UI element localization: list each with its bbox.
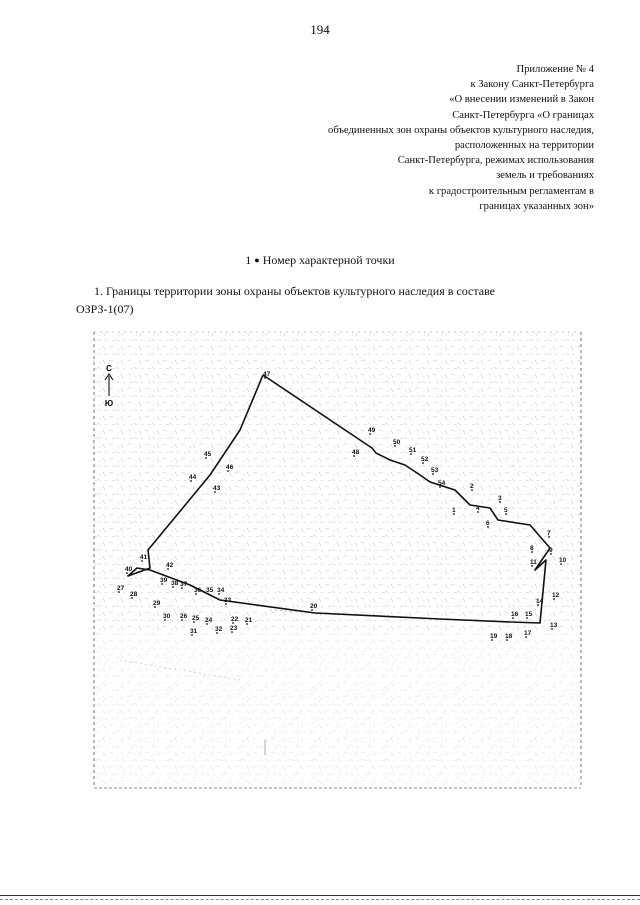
boundary-point-label: 9: [549, 547, 553, 554]
boundary-point-label: 33: [224, 597, 232, 604]
map-legend: [0, 253, 640, 268]
section-title-line: 1. Границы территории зоны охраны объектов культурного наследия в составе: [94, 284, 495, 298]
south-label: Ю: [104, 399, 114, 408]
boundary-point-label: 40: [125, 566, 133, 573]
boundary-point-label: 21: [245, 617, 253, 624]
boundary-point-label: 53: [431, 467, 439, 474]
appendix-line: к градостроительным регламентам в: [428, 185, 594, 197]
boundary-point-label: 2: [470, 483, 474, 490]
boundary-point-label: 17: [524, 630, 532, 637]
boundary-point-label: 1: [452, 507, 456, 514]
appendix-line: расположенных на территории: [454, 140, 594, 152]
boundary-point-label: 32: [215, 626, 223, 633]
boundary-point-label: 41: [140, 554, 148, 561]
boundary-point-label: 48: [352, 449, 360, 456]
boundary-point-label: 51: [409, 447, 417, 454]
appendix-line: Санкт-Петербурга «О границах: [452, 109, 594, 121]
boundary-point-label: 44: [189, 474, 197, 481]
boundary-point-label: 28: [130, 591, 138, 598]
appendix-line: границах указанных зон»: [479, 200, 594, 212]
boundary-point-label: 47: [263, 371, 271, 378]
appendix-line: Приложение № 4: [516, 64, 594, 75]
appendix-line: объединенных зон охраны объектов культурного наследия,: [328, 124, 594, 136]
section-heading: [76, 282, 576, 318]
boundary-point-label: 36: [194, 587, 202, 594]
boundary-point-label: 10: [559, 557, 567, 564]
boundary-point-label: 25: [192, 615, 200, 622]
boundary-point-label: 23: [230, 625, 238, 632]
boundary-point-label: 31: [190, 628, 198, 635]
appendix-line: земель и требованиях: [496, 170, 594, 182]
boundary-point-label: 5: [504, 507, 508, 514]
boundary-map: [90, 330, 585, 790]
boundary-point-label: 50: [393, 439, 401, 446]
boundary-point-label: 54: [438, 480, 446, 487]
boundary-point-label: 46: [226, 464, 234, 471]
boundary-point-label: 30: [163, 613, 171, 620]
boundary-point-label: 11: [530, 559, 537, 566]
footer-rule: [0, 895, 640, 896]
boundary-point-label: 12: [552, 592, 560, 599]
boundary-point-label: 52: [421, 456, 429, 463]
boundary-point-label: 13: [550, 622, 558, 629]
boundary-point-label: 49: [368, 427, 376, 434]
boundary-point-label: 6: [486, 520, 490, 527]
legend-point-symbol: ●: [254, 255, 260, 265]
boundary-point-label: 45: [204, 451, 212, 458]
boundary-point-label: 35: [206, 587, 214, 594]
boundary-point-label: 19: [490, 633, 498, 640]
appendix-line: Санкт-Петербурга, режимах использования: [397, 155, 594, 167]
boundary-point-label: 3: [498, 495, 502, 502]
boundary-point-label: 16: [511, 611, 519, 618]
legend-number: 1: [245, 253, 252, 267]
boundary-point-label: 20: [310, 603, 318, 610]
boundary-point-label: 42: [166, 562, 174, 569]
appendix-line: «О внесении изменений в Закон: [449, 94, 594, 106]
footer-rule-dashed: [0, 899, 640, 900]
boundary-point-label: 34: [217, 587, 225, 594]
appendix-line: к Закону Санкт-Петербурга: [470, 79, 594, 91]
boundary-point-label: 4: [476, 505, 480, 512]
boundary-point-label: 14: [536, 598, 544, 605]
boundary-point-label: 29: [153, 600, 161, 607]
boundary-point-label: 7: [547, 530, 551, 537]
boundary-point-label: 15: [525, 611, 533, 618]
page-number: 194: [310, 22, 330, 37]
boundary-point-label: 18: [505, 633, 513, 640]
boundary-point-label: 8: [530, 545, 534, 552]
section-title-zone: ОЗРЗ-1(07): [76, 302, 134, 316]
boundary-point-label: 38: [171, 580, 179, 587]
boundary-map-svg: [90, 330, 585, 790]
legend-label: Номер характерной точки: [262, 253, 395, 267]
boundary-point-label: 27: [117, 585, 125, 592]
boundary-point-label: 26: [180, 613, 188, 620]
boundary-point-label: 37: [180, 581, 188, 588]
boundary-point-label: 43: [213, 485, 221, 492]
appendix-header: [264, 62, 594, 214]
north-label: С: [106, 364, 112, 373]
boundary-point-label: 39: [160, 577, 168, 584]
boundary-point-label: 24: [205, 617, 213, 624]
boundary-point-label: 22: [231, 616, 239, 623]
